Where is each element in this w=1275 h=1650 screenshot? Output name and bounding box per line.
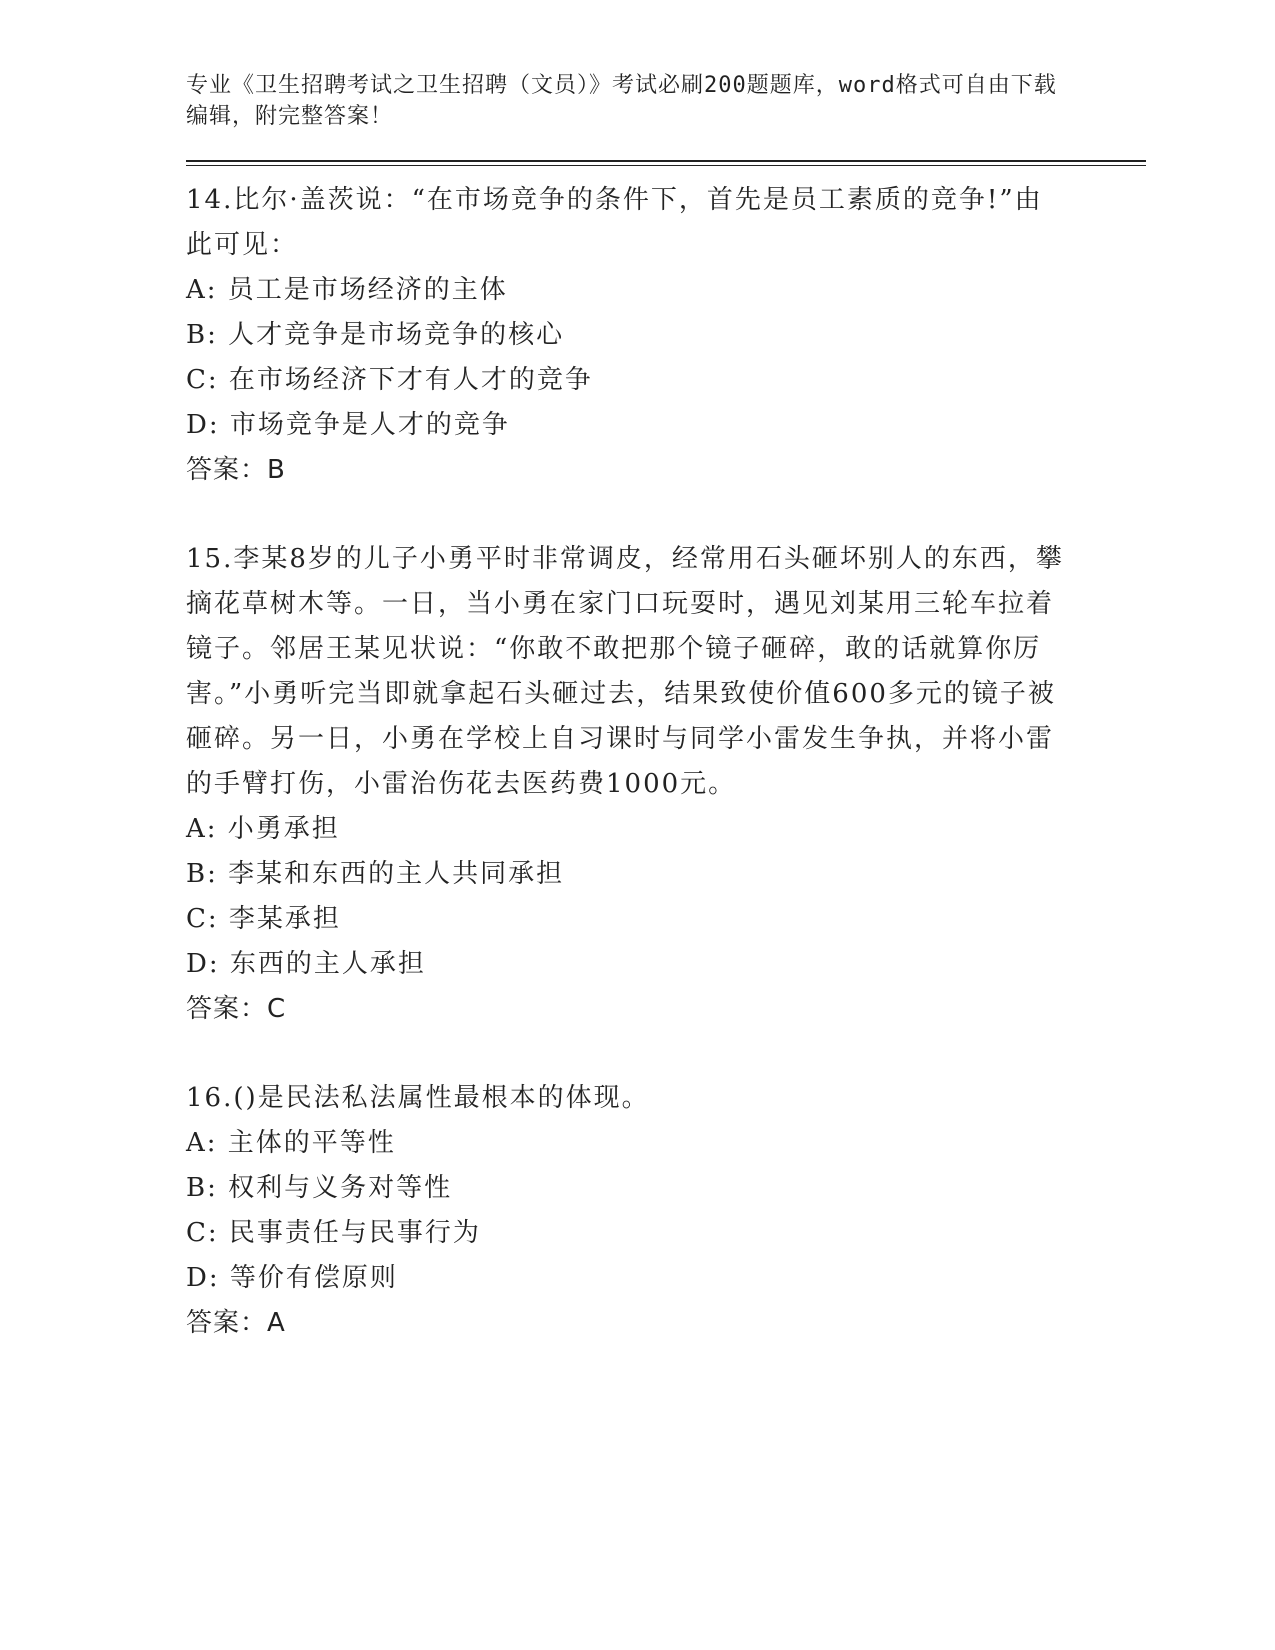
option-a: A: 员工是市场经济的主体 [186,275,508,305]
document-page [186,70,1146,1346]
question-16 [186,1076,1146,1346]
option-c: C: 民事责任与民事行为 [186,1218,481,1248]
option-b: B: 权利与义务对等性 [186,1173,453,1203]
question-stem: 15.李某8岁的儿子小勇平时非常调皮，经常用石头砸坏别人的东西，攀摘花草树木等。一日，当小勇在家门口玩耍时，遇见刘某用三轮车拉着镜子。邻居王某见状说：“你敢不敢把那个镜子砸碎，敢的话就算你厉害。”小勇听完当即就拿起石头砸过去，结果致使价值600多元的镜子被砸碎。另一日，小勇在学校上自习课时与同学小雷发生争执，并将小雷的手臂打伤，小雷治伤花去医药费1000元。 [186,544,1064,799]
header-divider [186,160,1146,166]
option-c: C: 李某承担 [186,904,341,934]
question-14 [186,178,1146,493]
question-stem: 14.比尔·盖茨说：“在市场竞争的条件下，首先是员工素质的竞争!”由此可见： [186,185,1043,260]
option-b: B: 人才竞争是市场竞争的核心 [186,320,565,350]
option-b: B: 李某和东西的主人共同承担 [186,859,565,889]
option-c: C: 在市场经济下才有人才的竞争 [186,365,593,395]
answer-line: 答案：B [186,455,286,485]
question-stem: 16.()是民法私法属性最根本的体现。 [186,1083,650,1113]
answer-line: 答案：A [186,1308,286,1338]
document-header: 专业《卫生招聘考试之卫生招聘（文员）》考试必刷200题题库，word格式可自由下载编辑，附完整答案！ [186,73,1057,129]
option-d: D: 市场竞争是人才的竞争 [186,410,510,440]
option-a: A: 主体的平等性 [186,1128,396,1158]
answer-line: 答案：C [186,994,287,1024]
question-15 [186,537,1146,1032]
option-a: A: 小勇承担 [186,814,340,844]
option-d: D: 等价有偿原则 [186,1263,398,1293]
option-d: D: 东西的主人承担 [186,949,426,979]
